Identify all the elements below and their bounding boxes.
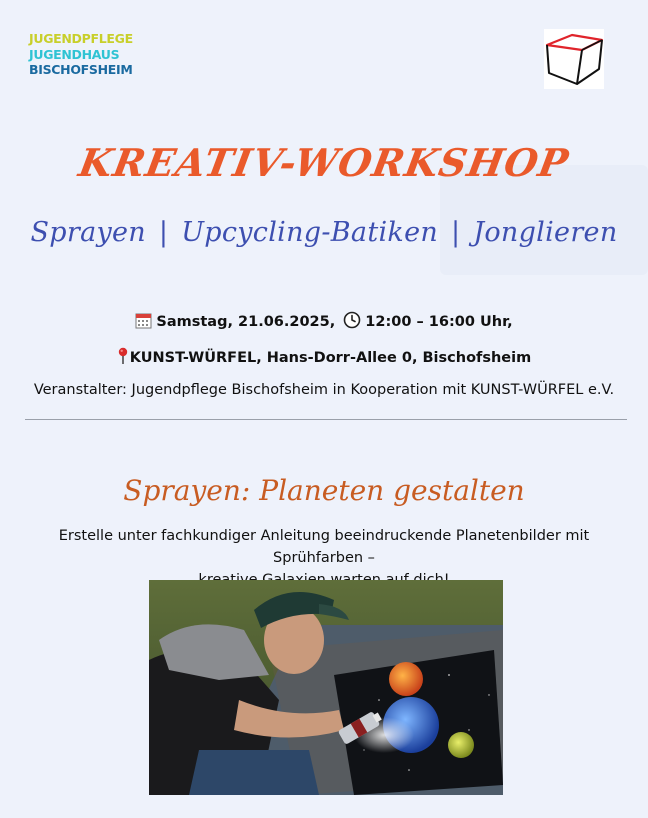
clock-icon <box>343 311 361 333</box>
page-title: KREATIV-WORKSHOP <box>75 140 573 185</box>
subtitle-separator: | <box>158 217 169 248</box>
calendar-icon <box>135 312 152 333</box>
subtitle-separator: | <box>450 217 461 248</box>
pin-icon <box>117 347 129 369</box>
cube-logo-icon <box>544 29 604 89</box>
section-description-line-1: Erstelle unter fachkundiger Anleitung beeindruckende Planetenbilder mit Sprühfarben – <box>58 528 590 566</box>
event-location <box>0 347 648 369</box>
activities-subtitle <box>0 217 648 248</box>
activity-upcycling: Upcycling-Batiken <box>181 217 439 248</box>
event-time: 12:00 – 16:00 Uhr, <box>365 314 513 330</box>
event-location-text: KUNST-WÜRFEL, Hans-Dorr-Allee 0, Bischofsheim <box>129 350 532 366</box>
section-heading: Sprayen: Planeten gestalten <box>123 474 525 507</box>
event-organizer: Veranstalter: Jugendpflege Bischofsheim in Kooperation mit KUNST-WÜRFEL e.V. <box>33 382 615 398</box>
logo-line-3: BISCHOFSHEIM <box>29 62 133 77</box>
event-date: Samstag, 21.06.2025 <box>156 314 330 330</box>
spray-painting-photo <box>149 580 503 795</box>
event-datetime: Samstag, 21.06.2025, 12:00 – 16:00 Uhr, <box>0 311 648 333</box>
activity-spraying: Sprayen <box>30 217 146 248</box>
activity-juggling: Jonglieren <box>473 217 618 248</box>
organization-logo <box>29 31 133 78</box>
logo-line-2: JUGENDHAUS <box>29 46 120 62</box>
divider <box>25 419 627 420</box>
logo-line-1: JUGENDPFLEGE <box>29 31 133 46</box>
